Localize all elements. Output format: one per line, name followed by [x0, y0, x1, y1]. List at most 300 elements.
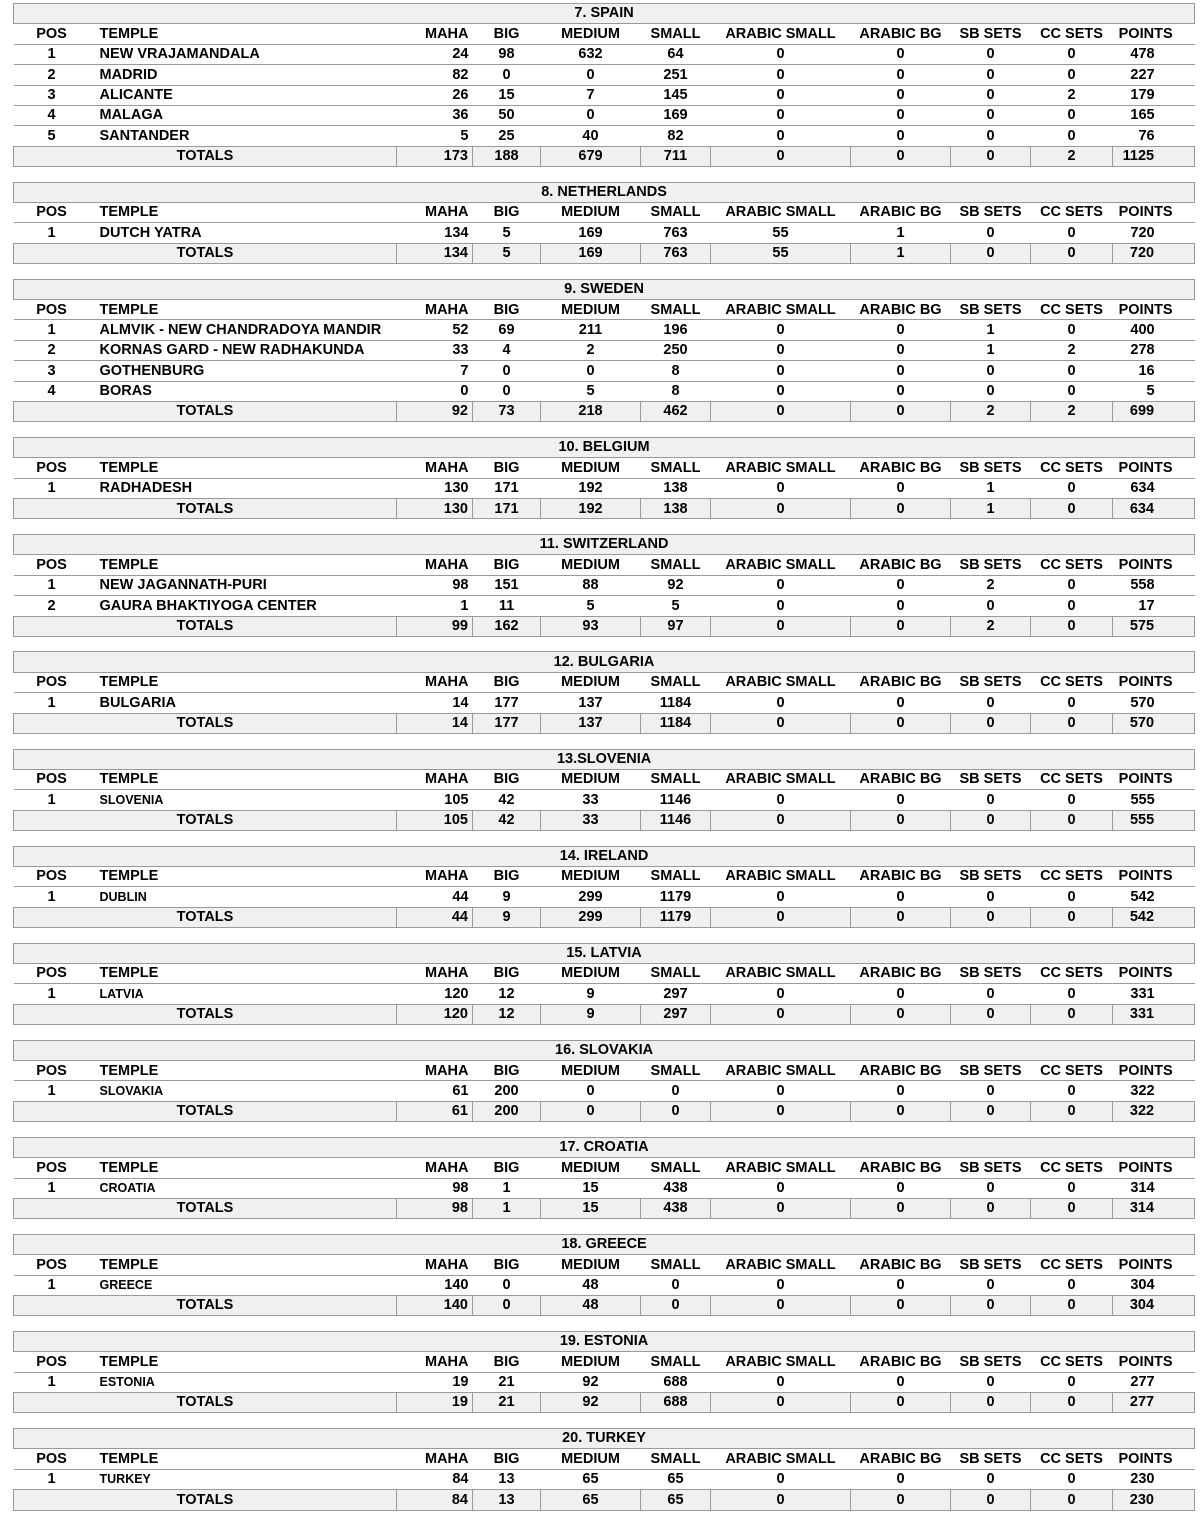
- total-cc-sets: 0: [1031, 1004, 1113, 1024]
- column-header-medium: MEDIUM: [541, 1449, 641, 1469]
- column-header-small: SMALL: [641, 672, 711, 692]
- column-header-sb-sets: SB SETS: [951, 1061, 1031, 1081]
- total-big: 21: [473, 1393, 541, 1413]
- total-arabic-bg: 0: [851, 1004, 951, 1024]
- table-row: [14, 887, 1195, 907]
- column-header-arabic-small: ARABIC SMALL: [711, 1061, 851, 1081]
- cell-maha: 5: [397, 126, 473, 146]
- cell-pos: 1: [14, 44, 90, 64]
- total-medium: 169: [541, 243, 641, 263]
- cell-arabic-bg: 0: [851, 126, 951, 146]
- total-points: 304: [1113, 1295, 1195, 1315]
- column-header-sb-sets: SB SETS: [951, 672, 1031, 692]
- total-cc-sets: 2: [1031, 146, 1113, 166]
- column-header-sb-sets: SB SETS: [951, 1158, 1031, 1178]
- totals-row: [14, 499, 1195, 519]
- cell-arabic-bg: 0: [851, 340, 951, 360]
- column-header-pos: POS: [14, 300, 90, 320]
- total-arabic-small: 55: [711, 243, 851, 263]
- column-header-medium: MEDIUM: [541, 769, 641, 789]
- cell-sb-sets: 0: [951, 1372, 1031, 1392]
- column-header-cc-sets: CC SETS: [1031, 1255, 1113, 1275]
- cell-pos: 1: [14, 887, 90, 907]
- column-header-arabic-bg: ARABIC BG: [851, 555, 951, 575]
- total-medium: 218: [541, 402, 641, 422]
- cell-arabic-bg: 0: [851, 984, 951, 1004]
- total-maha: 14: [397, 713, 473, 733]
- cell-medium: 40: [541, 126, 641, 146]
- cell-cc-sets: 0: [1031, 575, 1113, 595]
- totals-label: TOTALS: [14, 616, 397, 636]
- column-header-pos: POS: [14, 1449, 90, 1469]
- total-small: 711: [641, 146, 711, 166]
- column-header-temple: TEMPLE: [90, 1449, 397, 1469]
- total-points: 1125: [1113, 146, 1195, 166]
- column-header-temple: TEMPLE: [90, 24, 397, 44]
- section-table: [13, 1040, 1195, 1123]
- total-arabic-bg: 0: [851, 616, 951, 636]
- column-header-sb-sets: SB SETS: [951, 203, 1031, 223]
- total-sb-sets: 0: [951, 146, 1031, 166]
- total-maha: 134: [397, 243, 473, 263]
- column-header-arabic-small: ARABIC SMALL: [711, 203, 851, 223]
- total-sb-sets: 0: [951, 1101, 1031, 1121]
- cell-medium: 5: [541, 596, 641, 616]
- column-header-medium: MEDIUM: [541, 672, 641, 692]
- table-row: [14, 105, 1195, 125]
- column-header-big: BIG: [473, 769, 541, 789]
- total-arabic-small: 0: [711, 1295, 851, 1315]
- total-small: 0: [641, 1101, 711, 1121]
- table-row: [14, 320, 1195, 340]
- column-header-row: [14, 1449, 1195, 1469]
- cell-cc-sets: 0: [1031, 105, 1113, 125]
- cell-big: 69: [473, 320, 541, 340]
- totals-row: [14, 1393, 1195, 1413]
- column-header-medium: MEDIUM: [541, 458, 641, 478]
- totals-label: TOTALS: [14, 1101, 397, 1121]
- column-header-arabic-small: ARABIC SMALL: [711, 964, 851, 984]
- cell-maha: 1: [397, 596, 473, 616]
- cell-maha: 105: [397, 790, 473, 810]
- cell-sb-sets: 0: [951, 85, 1031, 105]
- total-arabic-small: 0: [711, 1393, 851, 1413]
- cell-points: 322: [1113, 1081, 1195, 1101]
- column-header-small: SMALL: [641, 458, 711, 478]
- column-header-small: SMALL: [641, 1352, 711, 1372]
- cell-medium: 299: [541, 887, 641, 907]
- cell-small: 8: [641, 361, 711, 381]
- cell-small: 5: [641, 596, 711, 616]
- column-header-sb-sets: SB SETS: [951, 300, 1031, 320]
- cell-arabic-small: 0: [711, 320, 851, 340]
- section-gap: [13, 1316, 1194, 1331]
- column-header-temple: TEMPLE: [90, 1061, 397, 1081]
- column-header-sb-sets: SB SETS: [951, 769, 1031, 789]
- column-header-sb-sets: SB SETS: [951, 1255, 1031, 1275]
- cell-medium: 33: [541, 790, 641, 810]
- column-header-row: [14, 866, 1195, 886]
- cell-pos: 2: [14, 65, 90, 85]
- column-header-pos: POS: [14, 672, 90, 692]
- totals-row: [14, 243, 1195, 263]
- column-header-maha: MAHA: [397, 300, 473, 320]
- cell-pos: 3: [14, 361, 90, 381]
- column-header-pos: POS: [14, 769, 90, 789]
- totals-row: [14, 1101, 1195, 1121]
- column-header-arabic-bg: ARABIC BG: [851, 203, 951, 223]
- section-title: 15. LATVIA: [14, 943, 1195, 963]
- cell-sb-sets: 0: [951, 1081, 1031, 1101]
- cell-medium: 48: [541, 1275, 641, 1295]
- cell-cc-sets: 2: [1031, 340, 1113, 360]
- totals-row: [14, 146, 1195, 166]
- total-cc-sets: 0: [1031, 1490, 1113, 1510]
- total-sb-sets: 2: [951, 402, 1031, 422]
- cell-pos: 1: [14, 478, 90, 498]
- column-header-cc-sets: CC SETS: [1031, 458, 1113, 478]
- column-header-arabic-bg: ARABIC BG: [851, 1158, 951, 1178]
- cell-cc-sets: 0: [1031, 1081, 1113, 1101]
- section-title-row: [14, 943, 1195, 963]
- column-header-arabic-small: ARABIC SMALL: [711, 24, 851, 44]
- section-gap: [13, 167, 1194, 182]
- cell-arabic-small: 0: [711, 1372, 851, 1392]
- cell-pos: 1: [14, 1081, 90, 1101]
- cell-big: 13: [473, 1469, 541, 1489]
- cell-cc-sets: 0: [1031, 223, 1113, 243]
- total-cc-sets: 0: [1031, 1393, 1113, 1413]
- cell-arabic-small: 0: [711, 596, 851, 616]
- column-header-arabic-bg: ARABIC BG: [851, 866, 951, 886]
- cell-small: 145: [641, 85, 711, 105]
- column-header-points: POINTS: [1113, 203, 1195, 223]
- cell-temple: GAURA BHAKTIYOGA CENTER: [90, 596, 397, 616]
- cell-temple: MADRID: [90, 65, 397, 85]
- column-header-arabic-bg: ARABIC BG: [851, 300, 951, 320]
- cell-small: 82: [641, 126, 711, 146]
- cell-sb-sets: 0: [951, 887, 1031, 907]
- cell-points: 400: [1113, 320, 1195, 340]
- column-header-temple: TEMPLE: [90, 555, 397, 575]
- section-table: [13, 651, 1195, 734]
- total-points: 322: [1113, 1101, 1195, 1121]
- column-header-row: [14, 964, 1195, 984]
- total-points: 570: [1113, 713, 1195, 733]
- total-sb-sets: 0: [951, 713, 1031, 733]
- table-row: [14, 478, 1195, 498]
- section-title-row: [14, 1428, 1195, 1448]
- cell-temple: ALMVIK - NEW CHANDRADOYA MANDIR: [90, 320, 397, 340]
- column-header-pos: POS: [14, 24, 90, 44]
- column-header-row: [14, 1158, 1195, 1178]
- cell-arabic-bg: 0: [851, 381, 951, 401]
- totals-row: [14, 1490, 1195, 1510]
- cell-small: 250: [641, 340, 711, 360]
- cell-pos: 1: [14, 693, 90, 713]
- total-arabic-small: 0: [711, 907, 851, 927]
- column-header-arabic-small: ARABIC SMALL: [711, 866, 851, 886]
- cell-pos: 1: [14, 984, 90, 1004]
- cell-maha: 61: [397, 1081, 473, 1101]
- total-arabic-bg: 0: [851, 713, 951, 733]
- column-header-small: SMALL: [641, 866, 711, 886]
- total-big: 12: [473, 1004, 541, 1024]
- cell-arabic-small: 0: [711, 361, 851, 381]
- cell-small: 688: [641, 1372, 711, 1392]
- cell-pos: 1: [14, 1275, 90, 1295]
- column-header-points: POINTS: [1113, 1061, 1195, 1081]
- cell-arabic-bg: 0: [851, 1469, 951, 1489]
- section-title: 10. BELGIUM: [14, 437, 1195, 457]
- cell-temple: KORNAS GARD - NEW RADHAKUNDA: [90, 340, 397, 360]
- cell-small: 763: [641, 223, 711, 243]
- section-gap: [13, 519, 1194, 534]
- column-header-arabic-small: ARABIC SMALL: [711, 1158, 851, 1178]
- cell-temple: ALICANTE: [90, 85, 397, 105]
- cell-arabic-bg: 0: [851, 790, 951, 810]
- total-medium: 9: [541, 1004, 641, 1024]
- cell-arabic-bg: 0: [851, 105, 951, 125]
- total-points: 331: [1113, 1004, 1195, 1024]
- cell-temple: NEW VRAJAMANDALA: [90, 44, 397, 64]
- cell-small: 438: [641, 1178, 711, 1198]
- cell-temple: CROATIA: [90, 1178, 397, 1198]
- total-medium: 192: [541, 499, 641, 519]
- column-header-medium: MEDIUM: [541, 1352, 641, 1372]
- total-medium: 0: [541, 1101, 641, 1121]
- column-header-big: BIG: [473, 1061, 541, 1081]
- cell-arabic-small: 0: [711, 1469, 851, 1489]
- cell-pos: 2: [14, 596, 90, 616]
- section-title: 7. SPAIN: [14, 4, 1195, 24]
- column-header-points: POINTS: [1113, 1352, 1195, 1372]
- total-big: 1: [473, 1198, 541, 1218]
- total-maha: 98: [397, 1198, 473, 1218]
- totals-label: TOTALS: [14, 1198, 397, 1218]
- total-medium: 15: [541, 1198, 641, 1218]
- totals-row: [14, 1198, 1195, 1218]
- cell-maha: 19: [397, 1372, 473, 1392]
- totals-label: TOTALS: [14, 499, 397, 519]
- total-sb-sets: 0: [951, 1393, 1031, 1413]
- total-cc-sets: 0: [1031, 907, 1113, 927]
- cell-big: 15: [473, 85, 541, 105]
- total-maha: 44: [397, 907, 473, 927]
- total-maha: 105: [397, 810, 473, 830]
- cell-pos: 3: [14, 85, 90, 105]
- section-table: [13, 1331, 1195, 1414]
- cell-sb-sets: 2: [951, 575, 1031, 595]
- cell-pos: 1: [14, 223, 90, 243]
- column-header-temple: TEMPLE: [90, 203, 397, 223]
- table-row: [14, 1372, 1195, 1392]
- column-header-cc-sets: CC SETS: [1031, 1352, 1113, 1372]
- cell-small: 0: [641, 1275, 711, 1295]
- column-header-pos: POS: [14, 1158, 90, 1178]
- cell-maha: 98: [397, 575, 473, 595]
- cell-cc-sets: 0: [1031, 790, 1113, 810]
- cell-arabic-bg: 0: [851, 44, 951, 64]
- cell-arabic-bg: 0: [851, 887, 951, 907]
- column-header-arabic-small: ARABIC SMALL: [711, 300, 851, 320]
- total-arabic-small: 0: [711, 1198, 851, 1218]
- total-small: 1146: [641, 810, 711, 830]
- total-arabic-bg: 0: [851, 499, 951, 519]
- cell-medium: 2: [541, 340, 641, 360]
- section-title: 16. SLOVAKIA: [14, 1040, 1195, 1060]
- total-arabic-small: 0: [711, 810, 851, 830]
- cell-cc-sets: 0: [1031, 381, 1113, 401]
- column-header-points: POINTS: [1113, 555, 1195, 575]
- column-header-medium: MEDIUM: [541, 300, 641, 320]
- column-header-maha: MAHA: [397, 1449, 473, 1469]
- column-header-cc-sets: CC SETS: [1031, 203, 1113, 223]
- cell-small: 1179: [641, 887, 711, 907]
- cell-arabic-bg: 0: [851, 693, 951, 713]
- total-medium: 48: [541, 1295, 641, 1315]
- cell-cc-sets: 0: [1031, 887, 1113, 907]
- total-cc-sets: 0: [1031, 810, 1113, 830]
- cell-small: 65: [641, 1469, 711, 1489]
- column-header-arabic-bg: ARABIC BG: [851, 1061, 951, 1081]
- cell-points: 179: [1113, 85, 1195, 105]
- cell-maha: 0: [397, 381, 473, 401]
- cell-small: 251: [641, 65, 711, 85]
- total-medium: 137: [541, 713, 641, 733]
- cell-pos: 1: [14, 1372, 90, 1392]
- cell-arabic-small: 0: [711, 478, 851, 498]
- totals-label: TOTALS: [14, 810, 397, 830]
- totals-row: [14, 1004, 1195, 1024]
- total-arabic-bg: 0: [851, 402, 951, 422]
- total-sb-sets: 0: [951, 907, 1031, 927]
- cell-big: 25: [473, 126, 541, 146]
- cell-arabic-small: 0: [711, 105, 851, 125]
- column-header-big: BIG: [473, 1352, 541, 1372]
- column-header-arabic-small: ARABIC SMALL: [711, 458, 851, 478]
- total-points: 277: [1113, 1393, 1195, 1413]
- column-header-big: BIG: [473, 1158, 541, 1178]
- total-arabic-bg: 0: [851, 1198, 951, 1218]
- section-title-row: [14, 182, 1195, 202]
- table-row: [14, 693, 1195, 713]
- totals-label: TOTALS: [14, 1295, 397, 1315]
- cell-sb-sets: 0: [951, 596, 1031, 616]
- cell-sb-sets: 0: [951, 65, 1031, 85]
- cell-big: 0: [473, 65, 541, 85]
- cell-arabic-bg: 0: [851, 575, 951, 595]
- section-table: [13, 1137, 1195, 1220]
- total-sb-sets: 0: [951, 1490, 1031, 1510]
- column-header-sb-sets: SB SETS: [951, 555, 1031, 575]
- totals-label: TOTALS: [14, 907, 397, 927]
- column-header-arabic-bg: ARABIC BG: [851, 1255, 951, 1275]
- column-header-sb-sets: SB SETS: [951, 866, 1031, 886]
- total-medium: 679: [541, 146, 641, 166]
- section-table: [13, 1428, 1195, 1511]
- column-header-arabic-small: ARABIC SMALL: [711, 769, 851, 789]
- column-header-temple: TEMPLE: [90, 300, 397, 320]
- column-header-arabic-bg: ARABIC BG: [851, 769, 951, 789]
- column-header-maha: MAHA: [397, 1352, 473, 1372]
- total-points: 542: [1113, 907, 1195, 927]
- total-maha: 84: [397, 1490, 473, 1510]
- table-row: [14, 596, 1195, 616]
- cell-medium: 9: [541, 984, 641, 1004]
- section-title-row: [14, 749, 1195, 769]
- column-header-row: [14, 300, 1195, 320]
- totals-label: TOTALS: [14, 713, 397, 733]
- cell-temple: SLOVAKIA: [90, 1081, 397, 1101]
- column-header-maha: MAHA: [397, 964, 473, 984]
- column-header-big: BIG: [473, 203, 541, 223]
- section-table: [13, 1234, 1195, 1317]
- cell-arabic-bg: 0: [851, 85, 951, 105]
- total-maha: 99: [397, 616, 473, 636]
- cell-temple: SANTANDER: [90, 126, 397, 146]
- cell-points: 16: [1113, 361, 1195, 381]
- column-header-arabic-bg: ARABIC BG: [851, 672, 951, 692]
- column-header-maha: MAHA: [397, 672, 473, 692]
- cell-sb-sets: 0: [951, 1178, 1031, 1198]
- cell-medium: 65: [541, 1469, 641, 1489]
- section-title: 8. NETHERLANDS: [14, 182, 1195, 202]
- cell-sb-sets: 1: [951, 320, 1031, 340]
- total-sb-sets: 1: [951, 499, 1031, 519]
- column-header-cc-sets: CC SETS: [1031, 1449, 1113, 1469]
- cell-temple: DUBLIN: [90, 887, 397, 907]
- cell-points: 331: [1113, 984, 1195, 1004]
- total-small: 462: [641, 402, 711, 422]
- total-points: 720: [1113, 243, 1195, 263]
- cell-arabic-small: 0: [711, 575, 851, 595]
- column-header-big: BIG: [473, 458, 541, 478]
- section-title-row: [14, 437, 1195, 457]
- cell-small: 1146: [641, 790, 711, 810]
- cell-points: 720: [1113, 223, 1195, 243]
- total-cc-sets: 0: [1031, 616, 1113, 636]
- total-points: 575: [1113, 616, 1195, 636]
- column-header-maha: MAHA: [397, 769, 473, 789]
- cell-temple: ESTONIA: [90, 1372, 397, 1392]
- cell-arabic-bg: 1: [851, 223, 951, 243]
- section-title-row: [14, 279, 1195, 299]
- totals-label: TOTALS: [14, 1490, 397, 1510]
- cell-small: 138: [641, 478, 711, 498]
- total-maha: 120: [397, 1004, 473, 1024]
- column-header-maha: MAHA: [397, 1061, 473, 1081]
- column-header-pos: POS: [14, 1352, 90, 1372]
- table-row: [14, 340, 1195, 360]
- total-sb-sets: 0: [951, 1295, 1031, 1315]
- cell-pos: 5: [14, 126, 90, 146]
- column-header-points: POINTS: [1113, 964, 1195, 984]
- section-table: [13, 437, 1195, 520]
- total-points: 230: [1113, 1490, 1195, 1510]
- section-gap: [13, 831, 1194, 846]
- total-big: 171: [473, 499, 541, 519]
- cell-points: 227: [1113, 65, 1195, 85]
- total-cc-sets: 2: [1031, 402, 1113, 422]
- cell-sb-sets: 0: [951, 984, 1031, 1004]
- totals-row: [14, 1295, 1195, 1315]
- column-header-small: SMALL: [641, 1061, 711, 1081]
- total-cc-sets: 0: [1031, 1101, 1113, 1121]
- total-sb-sets: 0: [951, 810, 1031, 830]
- column-header-row: [14, 203, 1195, 223]
- cell-sb-sets: 0: [951, 381, 1031, 401]
